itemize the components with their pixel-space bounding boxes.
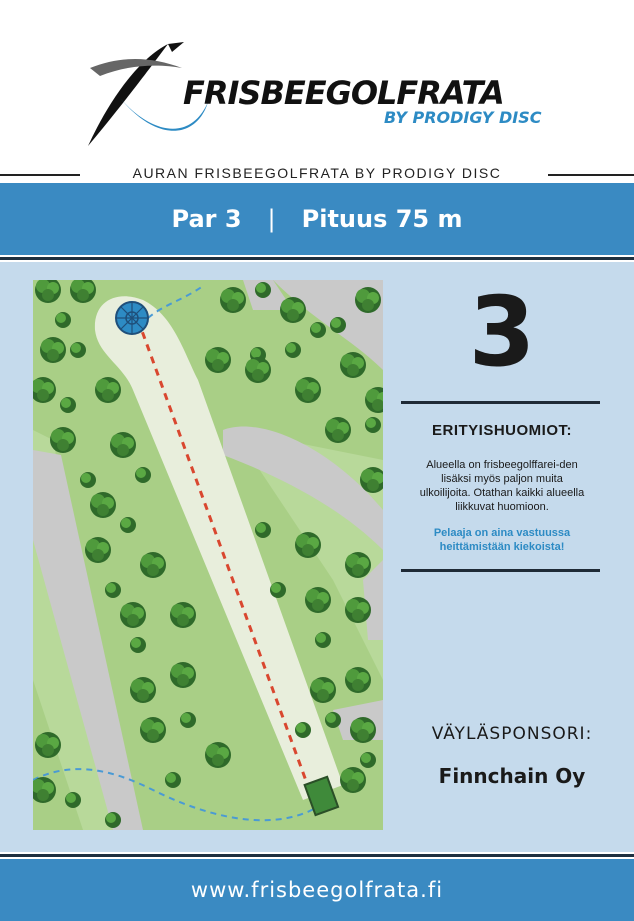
banner-separator: | — [267, 205, 276, 233]
top-rule — [0, 255, 634, 262]
notes-warning: Pelaaja on aina vastuussa heittämistään kiekoista! — [433, 527, 571, 553]
logo-area — [0, 0, 634, 165]
basket-icon — [116, 302, 148, 334]
par-label: Par 3 — [171, 205, 242, 233]
footer — [0, 859, 634, 921]
notes-bottom-rule — [401, 569, 600, 572]
course-name: AURAN FRISBEEGOLFRATA BY PRODIGY DISC — [132, 165, 502, 181]
hole-map — [33, 280, 383, 830]
divider-right — [548, 174, 634, 176]
website-link[interactable]: www.frisbeegolfrata.fi — [190, 878, 444, 902]
hole-info-banner — [0, 183, 634, 255]
bottom-rule — [0, 852, 634, 859]
brand-subtitle: BY PRODIGY DISC — [384, 108, 542, 127]
sponsor-name: Finnchain Oy — [438, 764, 586, 788]
hole-number: 3 — [468, 276, 536, 388]
brand-title: FRISBEEGOLFRATA — [183, 74, 504, 112]
notes-title: ERITYISHUOMIOT: — [431, 422, 572, 439]
length-label: Pituus 75 m — [301, 205, 463, 233]
sponsor-title: VÄYLÄSPONSORI: — [431, 724, 593, 744]
course-name-row — [0, 163, 634, 183]
notes-top-rule — [401, 401, 600, 404]
notes-text: Alueella on frisbeegolffarei-den lisäksi myös paljon muita ulkoilijoita. Otathan kaikki alueella liikkuvat huomioon. — [419, 459, 585, 513]
